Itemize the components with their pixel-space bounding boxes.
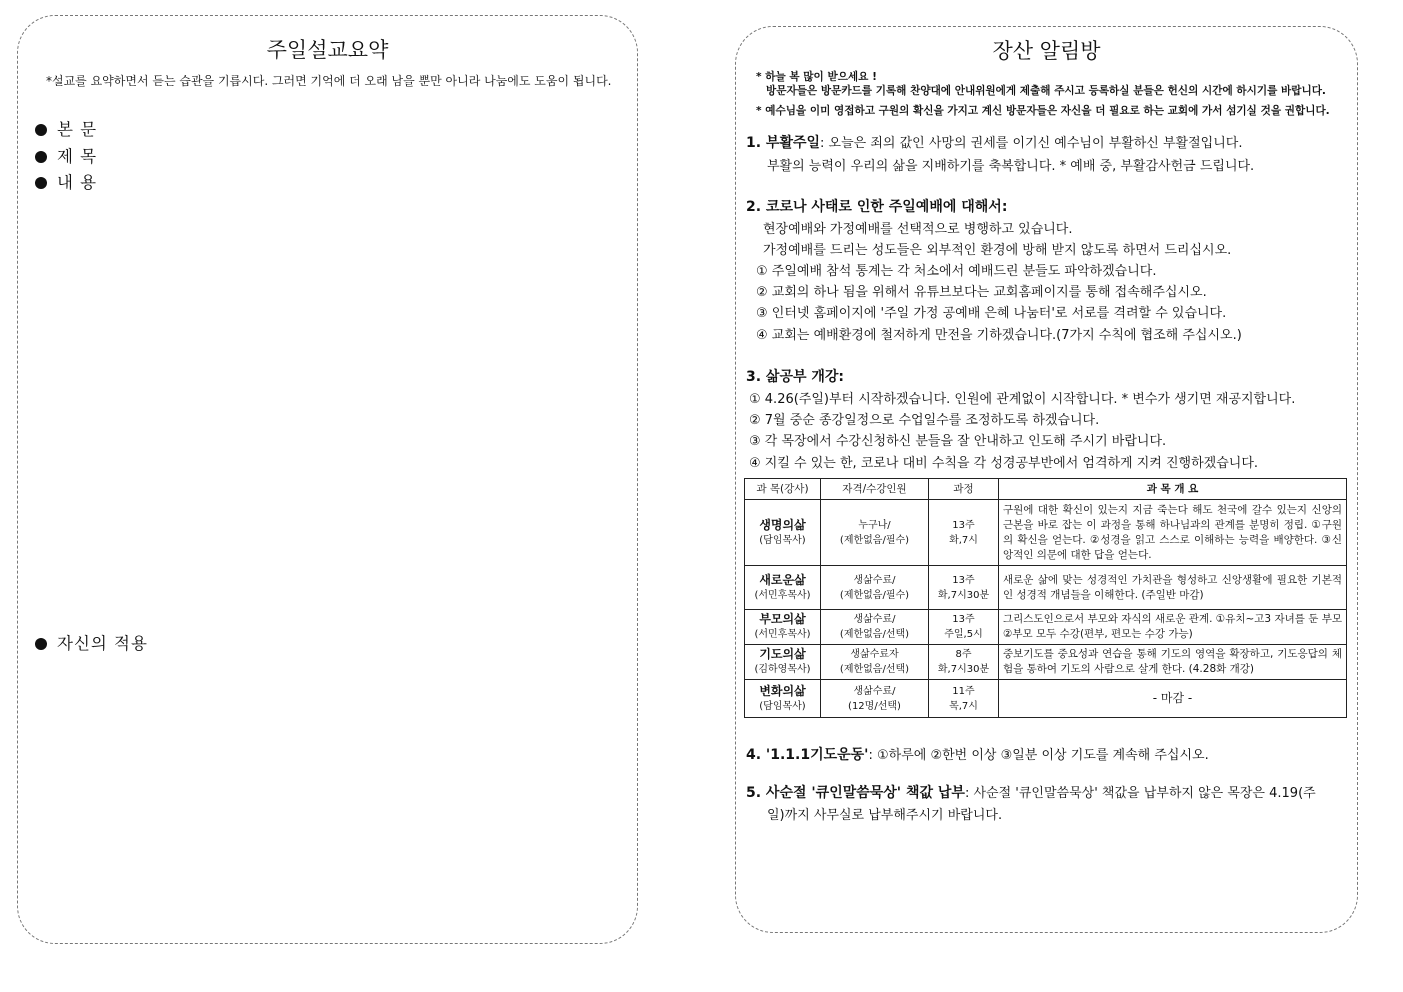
item-covid-line: 현장예배와 가정예배를 선택적으로 병행하고 있습니다.: [763, 222, 1073, 237]
header-overview: 과 목 개 요: [999, 479, 1347, 500]
item-covid-line: ① 주일예배 참석 통계는 각 처소에서 예배드린 분들도 파악하겠습니다.: [756, 264, 1157, 279]
overview-cell: - 마감 -: [999, 680, 1347, 718]
item-covid-line: ③ 인터넷 홈페이지에 '주일 가정 공예배 은혜 나눔터'로 서로를 격려할 수 있습니다.: [756, 306, 1227, 321]
bullet-dot: [35, 124, 47, 136]
item-lifestudy-line: ② 7월 중순 종강일정으로 수업일수를 조정하도록 하겠습니다.: [749, 413, 1100, 428]
item-covid-line: 가정예배를 드리는 성도들은 외부적인 환경에 방해 받지 않도록 하면서 드리십시오.: [763, 243, 1232, 258]
item-lent-book: [746, 782, 1316, 802]
sermon-summary-title: 주일설교요약: [266, 38, 389, 62]
bullet-dot: [35, 151, 47, 163]
overview-cell: 그리스도인으로서 부모와 자식의 새로운 관계. ①유치~고3 자녀를 둔 부모 ②부모 모두 수강(편부, 편모는 수강 가능): [999, 610, 1347, 645]
header-qualification: 자격/수강인원: [821, 479, 929, 500]
item-lifestudy-line: ③ 각 목장에서 수강신청하신 분들을 잘 안내하고 인도해 주시기 바랍니다.: [749, 434, 1167, 449]
item-lent-line2: 일)까지 사무실로 납부해주시기 바랍니다.: [767, 808, 1003, 823]
visitor-notice-believers: * 예수님을 이미 영접하고 구원의 확신을 가지고 계신 방문자들은 자신을 더 필요로 하는 교회에 가서 섬기실 것을 권합니다.: [756, 105, 1330, 117]
table-row: [745, 645, 1347, 680]
bullet-label: 내 용: [57, 173, 98, 192]
course-cell: 생명의삶 (담임목사): [745, 500, 821, 566]
item-easter-head: 1. 부활주일: [746, 135, 821, 151]
item-lifestudy-head: 3. 삶공부 개강:: [746, 369, 845, 385]
course-cell: 부모의삶 (서민후목사): [745, 610, 821, 645]
schedule-cell: 13주 화,7시30분: [929, 566, 999, 610]
course-cell: 기도의삶 (김하영목사): [745, 645, 821, 680]
bullet-label: 자신의 적용: [57, 634, 148, 653]
schedule-cell: 11주 목,7시: [929, 680, 999, 718]
header-schedule: 과정: [929, 479, 999, 500]
schedule-cell: 13주 주일,5시: [929, 610, 999, 645]
item-easter: [746, 132, 1242, 152]
qualification-cell: 생삶수료/ (12명/선택): [821, 680, 929, 718]
bullet-label: 본 문: [57, 120, 98, 139]
schedule-cell: 13주 화,7시: [929, 500, 999, 566]
item-easter-line2: 부활의 능력이 우리의 삶을 지배하기를 축복합니다. * 예배 중, 부활감사헌금 드립니다.: [767, 159, 1255, 174]
table-row: [745, 680, 1347, 718]
sermon-summary-panel: [17, 15, 638, 944]
item-lent-text: : 사순절 '큐인말씀묵상' 책값을 납부하지 않은 목장은 4.19(주: [964, 786, 1316, 801]
bullet-label: 제 목: [57, 147, 98, 166]
bullet-content: [35, 169, 97, 193]
announcements-panel: [735, 26, 1358, 933]
item-lifestudy-line: ④ 지킬 수 있는 한, 코로나 대비 수칙을 각 성경공부반에서 엄격하게 지켜 진행하겠습니다.: [749, 456, 1259, 471]
item-covid-line: ④ 교회는 예배환경에 철저하게 만전을 기하겠습니다.(7가지 수칙에 협조해 주십시오.): [756, 328, 1242, 343]
table-row: [745, 610, 1347, 645]
sermon-summary-note: *설교를 요약하면서 듣는 습관을 기릅시다. 그러면 기억에 더 오래 남을 뿐만 아니라 나눔에도 도움이 됩니다.: [46, 74, 612, 88]
item-covid-head: 2. 코로나 사태로 인한 주일예배에 대해서:: [746, 199, 1008, 215]
item-prayer-head: 4. '1.1.1기도운동': [746, 747, 869, 763]
item-covid-line: ② 교회의 하나 됨을 위해서 유튜브보다는 교회홈페이지를 통해 접속해주십시오.: [756, 285, 1207, 300]
qualification-cell: 생삶수료자 (제한없음/선택): [821, 645, 929, 680]
item-lifestudy-line: ① 4.26(주일)부터 시작하겠습니다. 인원에 관계없이 시작합니다. * 변수가 생기면 재공지합니다.: [749, 392, 1296, 407]
item-prayer: [746, 744, 1209, 764]
table-row: [745, 500, 1347, 566]
qualification-cell: 생삶수료/ (제한없음/필수): [821, 566, 929, 610]
course-cell: 새로운삶 (서민후목사): [745, 566, 821, 610]
bullet-title: [35, 143, 97, 167]
bullet-scripture: [35, 116, 97, 140]
overview-cell: 중보기도를 중요성과 연습을 통해 기도의 영역을 확장하고, 기도응답의 체험을 통하여 기도의 사람으로 살게 한다. (4.28화 개강): [999, 645, 1347, 680]
table-header-row: [745, 479, 1347, 500]
qualification-cell: 누구나/ (제한없음/필수): [821, 500, 929, 566]
visitor-notice-card: 방문자들은 방문카드를 기록해 찬양대에 안내위원에게 제출해 주시고 등록하실 분들은 헌신의 시간에 하시기를 바랍니다.: [766, 85, 1326, 97]
announcements-title: 장산 알림방: [992, 39, 1101, 63]
qualification-cell: 생삶수료/ (제한없음/선택): [821, 610, 929, 645]
schedule-cell: 8주 화,7시30분: [929, 645, 999, 680]
overview-cell: 새로운 삶에 맞는 성경적인 가치관을 형성하고 신앙생활에 필요한 기본적인 성경적 개념들을 이해한다. (주일반 마감): [999, 566, 1347, 610]
item-lent-head: 5. 사순절 '큐인말씀묵상' 책값 납부: [746, 785, 965, 801]
visitor-notice-greeting: * 하늘 복 많이 받으세요 !: [756, 71, 877, 83]
table-row: [745, 566, 1347, 610]
bullet-application: [35, 630, 148, 654]
item-prayer-text: : ①하루에 ②한번 이상 ③일분 이상 기도를 계속해 주십시오.: [868, 748, 1209, 763]
course-table: [744, 478, 1347, 718]
overview-cell: 구원에 대한 확신이 있는지 지금 죽는다 해도 천국에 갈수 있는지 신앙의 근본을 바로 잡는 이 과정을 통해 하나님과의 관계를 분명히 정립. ①구원의 확신을 얻는다. ②성경을 읽고 스스로 이해하는 능력을 배양한다. ③신앙적인 의문에 대한 답을 얻는다.: [999, 500, 1347, 566]
header-course: 과 목(강사): [745, 479, 821, 500]
course-cell: 변화의삶 (담임목사): [745, 680, 821, 718]
item-easter-text: : 오늘은 죄의 값인 사망의 권세를 이기신 예수님이 부활하신 부활절입니다.: [820, 136, 1243, 151]
bullet-dot: [35, 638, 47, 650]
bullet-dot: [35, 177, 47, 189]
